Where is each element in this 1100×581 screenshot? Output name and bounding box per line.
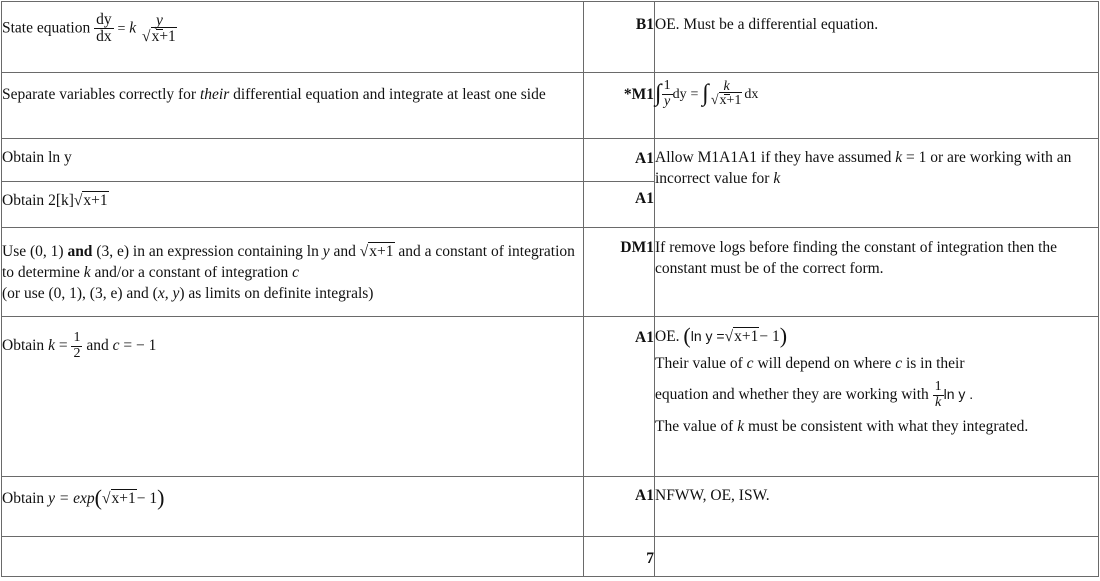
sqrt-expression: √x+1: [142, 27, 176, 45]
open-paren: (: [94, 485, 102, 510]
answer-text-bold: and: [67, 243, 93, 260]
guidance-cell: [655, 537, 1099, 577]
radicand: x+1: [369, 243, 394, 260]
radicand: x+1: [111, 490, 136, 507]
close-paren: ): [779, 323, 788, 348]
guidance-part: OE.: [655, 328, 680, 345]
mark-code: A1: [635, 190, 654, 207]
guidance-text: OE. Must be a differential equation.: [655, 16, 879, 33]
guidance-line-3: [655, 380, 1098, 410]
mark-code: *M1: [623, 86, 654, 103]
answer-cell: [2, 228, 584, 317]
sqrt-expression: √x+1: [102, 490, 136, 507]
one-half-fraction: [71, 331, 82, 361]
answer-text: [2, 228, 583, 304]
fraction-denominator: dx: [96, 28, 112, 46]
sqrt-expression: √x+1: [73, 192, 108, 209]
answer-text: [2, 317, 583, 361]
mark-cell: [584, 2, 655, 73]
mark-scheme-table: [1, 1, 1099, 577]
answer-text-part: and: [86, 336, 113, 354]
variable-k: k: [773, 170, 781, 187]
guidance-part: must be consistent with what they integrated.: [744, 418, 1029, 436]
answer-text-part: Obtain: [2, 490, 49, 507]
one-over-k-fraction: [933, 380, 944, 410]
guidance-part: = 1 or are working with an incorrect value for: [655, 149, 1072, 187]
answer-text-part: ) as limits on definite integrals): [179, 285, 374, 302]
fraction-numerator: y: [155, 11, 163, 29]
variable-k: k: [129, 19, 137, 37]
total-marks: 7: [646, 550, 654, 567]
y-over-root-fraction: [140, 13, 179, 46]
radicand: x+1: [83, 192, 108, 209]
guidance-text: [655, 317, 1098, 437]
answer-text-part: and: [329, 243, 360, 260]
variable-k: k: [895, 149, 903, 166]
mark-code: A1: [635, 150, 654, 167]
guidance-cell: [655, 477, 1099, 537]
dy-text: dy: [672, 86, 687, 102]
row-total: [2, 537, 1099, 577]
answer-cell: [2, 317, 584, 477]
row-use-points: [2, 228, 1099, 317]
guidance-part: will depend on where: [753, 355, 896, 372]
guidance-cell: [655, 317, 1099, 477]
answer-text-part: Use (0, 1): [2, 243, 68, 260]
answer-text-part: (or use (0, 1), (3, e) and (: [2, 285, 158, 302]
mark-cell: [584, 317, 655, 477]
answer-cell: [2, 2, 584, 73]
answer-text: Obtain: [2, 149, 49, 166]
variable-k: k: [83, 264, 91, 281]
k-over-root-fraction: [709, 80, 745, 109]
guidance-line-4: [655, 416, 1098, 437]
variable-y: y: [322, 243, 330, 260]
answer-text: [2, 73, 583, 105]
row-obtain-k-and-c: [2, 317, 1099, 477]
variable-k: k: [48, 336, 55, 354]
variable-c: c: [895, 355, 903, 372]
answer-text: State equation: [2, 19, 91, 37]
mark-code: DM1: [620, 239, 654, 256]
answer-text: Obtain: [2, 192, 49, 209]
answer-cell: [2, 182, 584, 228]
dy-dx-fraction: [94, 12, 114, 46]
guidance-part: equation and whether they are working with: [655, 385, 933, 403]
radicand: x+1: [734, 328, 759, 345]
answer-cell: [2, 139, 584, 182]
guidance-part: Their value of: [655, 355, 747, 372]
answer-text: [2, 477, 583, 509]
sqrt-expression: √x+1: [724, 328, 759, 345]
fraction-numerator: k: [723, 78, 730, 94]
mark-cell: [584, 537, 655, 577]
ln-y-text: ln y .: [943, 385, 974, 402]
mark-cell: [584, 73, 655, 139]
variable-k: k: [737, 418, 745, 436]
guidance-part: Allow M1A1A1 if they have assumed: [655, 149, 896, 166]
variable-c: c: [746, 355, 754, 372]
minus-one: − 1: [759, 328, 780, 345]
open-paren: (: [683, 323, 691, 348]
sqrt-expression: √x+1: [710, 93, 742, 109]
answer-cell: [2, 477, 584, 537]
row-separate-variables: [2, 73, 1099, 139]
fraction-denominator: 2: [73, 345, 81, 361]
fraction-numerator: 1: [663, 78, 671, 93]
mark-code: A1: [635, 487, 654, 504]
answer-text-part: (3, e) in an expression containing ln: [92, 243, 323, 260]
mark-cell: [584, 139, 655, 182]
minus-one: − 1: [136, 490, 158, 507]
mark-cell: [584, 477, 655, 537]
fraction-numerator: dy: [96, 11, 112, 28]
guidance-line-2: [655, 353, 1098, 374]
answer-text-part: Separate variables correctly for: [2, 86, 200, 103]
fraction-numerator: 1: [934, 379, 942, 394]
row-state-equation: [2, 2, 1099, 73]
answer-text-part: and a constant of integration to determine: [2, 243, 575, 281]
equals-sign: =: [58, 336, 68, 354]
mark-code: B1: [635, 16, 654, 33]
one-over-y-fraction: [662, 79, 673, 109]
variable-c: c: [112, 336, 120, 354]
row-obtain-y-exp: [2, 477, 1099, 537]
dx-text: dx: [744, 86, 759, 102]
coefficient-expression: 2[k]: [48, 192, 74, 209]
variable-c: c: [292, 264, 300, 281]
radicand: x+1: [719, 93, 742, 109]
row-obtain-ln-y: [2, 139, 1099, 182]
answer-text-part: = − 1: [119, 336, 157, 354]
answer-text-part: differential equation and integrate at least one side: [229, 86, 546, 103]
guidance-part: is in their: [902, 355, 965, 372]
sqrt-expression: √x+1: [359, 243, 394, 260]
guidance-cell: [655, 73, 1099, 139]
guidance-text: [655, 139, 1098, 189]
y-exp-expression: y = exp: [48, 490, 95, 507]
close-paren: ): [157, 485, 165, 510]
radicand: x+1: [151, 27, 176, 45]
variable-xy: x, y: [157, 285, 180, 302]
guidance-cell: [655, 2, 1099, 73]
guidance-text: NFWW, OE, ISW.: [655, 487, 770, 504]
fraction-denominator: k: [935, 394, 942, 410]
mark-cell: [584, 182, 655, 228]
fraction-denominator: y: [663, 93, 671, 109]
ln-y-equals: ln y =: [690, 328, 725, 344]
answer-text-italic: their: [199, 86, 230, 103]
integral-sign: ∫: [655, 80, 662, 107]
equals-sign: =: [117, 21, 126, 37]
integral-expression: [655, 73, 1098, 109]
guidance-cell: [655, 139, 1099, 228]
answer-cell: [2, 537, 584, 577]
ln-y-expression: ln y: [48, 149, 72, 166]
guidance-line-1: [655, 325, 1098, 347]
guidance-part: The value of: [655, 418, 738, 436]
guidance-cell: [655, 228, 1099, 317]
mark-code: A1: [635, 329, 654, 346]
guidance-text: If remove logs before finding the constant of integration then the constant must be of the correct form.: [655, 239, 1058, 277]
mark-cell: [584, 228, 655, 317]
integral-sign: ∫: [702, 80, 709, 107]
answer-cell: [2, 73, 584, 139]
equals-sign: =: [690, 86, 699, 102]
answer-text-part: Obtain: [2, 336, 49, 354]
answer-text-part: and/or a constant of integration: [90, 264, 293, 281]
fraction-numerator: 1: [73, 330, 81, 345]
